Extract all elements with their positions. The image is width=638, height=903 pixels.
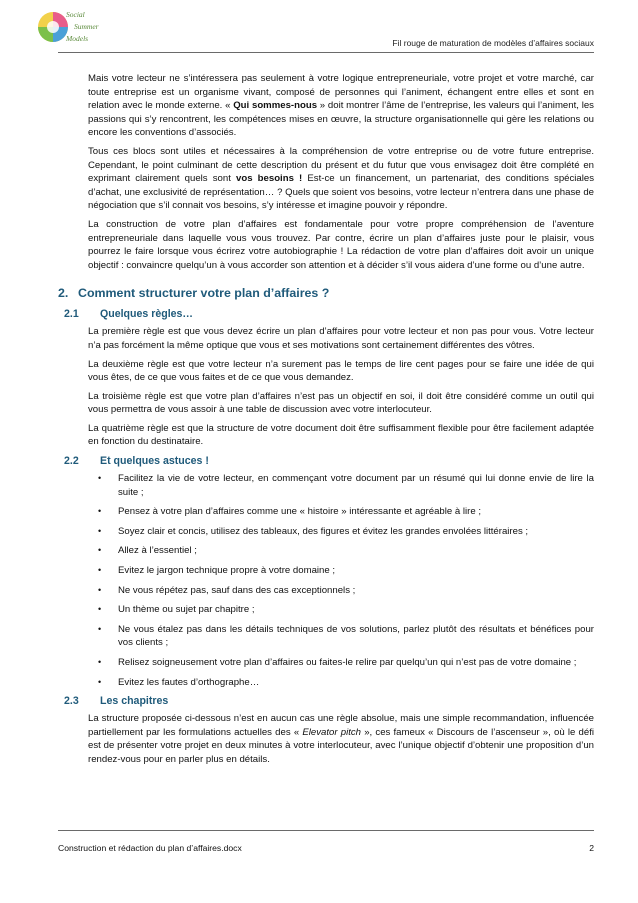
logo: [36, 10, 136, 54]
logo-text-3: Models: [66, 34, 89, 43]
bullet-icon: •: [98, 623, 102, 634]
list-item: [92, 603, 594, 617]
subsection-title: Les chapitres: [100, 695, 169, 708]
subsection-title: Et quelques astuces !: [100, 455, 209, 468]
tips-list: [92, 472, 594, 689]
logo-text-1: Social: [66, 10, 85, 19]
text-run: Ne vous étalez pas dans les détails techniques de vos solutions, parlez plutôt des résultats et bénéfices pour vos clients ;: [118, 623, 594, 649]
section-number: 2.: [58, 286, 69, 301]
text-run: Evitez les fautes d’orthographe…: [118, 676, 260, 688]
text-run: Allez à l’essentiel ;: [118, 545, 197, 557]
bullet-icon: •: [98, 657, 102, 667]
list-item: [92, 472, 594, 499]
logo-circle-icon: [36, 10, 70, 44]
text-run: » doit montrer l’âme de l’entreprise, les valeurs qui l’animent, les passions qui s’y rencontrent, les compétences mises en œuvre, la structure organisationnelle qui gère les relations ou encore les conventions d’associés.: [88, 100, 594, 139]
header-divider: [58, 52, 594, 53]
list-item: [92, 623, 594, 650]
subsection-heading-2-2: [64, 455, 594, 467]
list-item: [92, 525, 594, 539]
list-item: [92, 505, 594, 519]
list-item: [92, 584, 594, 598]
rule-paragraph-3: La troisième règle est que votre plan d’affaires n’est pas un objectif en soi, il doit être considéré comme un outil qui vous permettra de vous assoir à une table de discussion avec votre interlocuteur.: [88, 390, 594, 416]
subsection-heading-2-1: [64, 308, 594, 320]
text-run: Soyez clair et concis, utilisez des tableaux, des figures et évitez les grandes envolées littéraires ;: [118, 525, 529, 537]
text-run: Est-ce un financement, un partenariat, des conditions spéciales d’achat, une exclusivité de représentation… ? Quels que soient vos besoins, votre lecteur n’entrera dans une phase de négociation que s’il connait vos besoins, s’y intéresse et imagine pouvoir y répondre.: [88, 173, 595, 212]
subsection-number: 2.2: [64, 455, 79, 468]
intro-paragraph-1: [88, 72, 594, 140]
subsection-number: 2.1: [64, 308, 79, 321]
text-run: Evitez le jargon technique propre à votre domaine ;: [118, 565, 336, 577]
text-run: Mais votre lecteur ne s’intéressera pas seulement à votre logique entrepreneuriale, votre projet et votre marché, car toute entreprise est un organisme vivant, composé de personnes qui l’animent, échangent entre elles et sont en relation avec le monde externe. «: [88, 73, 594, 112]
rule-paragraph-1: La première règle est que vous devez écrire un plan d’affaires pour votre lecteur et non pas pour vous. Votre lecteur n’a pas forcément la même optique que vous et ses motivations sont certainement différentes des vôtres.: [88, 326, 594, 351]
page-number: 2: [589, 843, 594, 853]
running-title: Fil rouge de maturation de modèles d’affaires sociaux: [392, 38, 594, 48]
logo-text-2: Summer: [74, 22, 99, 31]
list-item: [92, 564, 594, 578]
intro-paragraph-3: [88, 218, 594, 272]
rule-paragraph-4: La quatrième règle est que la structure de votre document doit être suffisamment flexible pour être facilement adaptée en fonction du destinataire.: [88, 422, 594, 448]
chapters-paragraph: [88, 712, 594, 766]
bullet-icon: •: [98, 604, 102, 615]
subsection-heading-2-3: [64, 695, 594, 707]
list-item: [92, 656, 594, 670]
rule-paragraph-2: La deuxième règle est que votre lecteur n’a surement pas le temps de lire cent pages pour se faire une idée de qui vous êtes, de ce que vous faites et de ce que vous demandez.: [88, 358, 594, 384]
italic-text: Elevator pitch: [302, 726, 361, 738]
footer-divider: [58, 830, 594, 831]
subsection-number: 2.3: [64, 695, 79, 708]
text-run: La structure proposée ci-dessous n’est en aucun cas une règle absolue, mais une simple recommandation, influencée partiellement par les formulations actuelles des «: [88, 713, 594, 738]
bullet-icon: •: [98, 506, 102, 517]
list-item: [92, 544, 594, 558]
bullet-icon: •: [98, 545, 102, 556]
text-run: Pensez à votre plan d’affaires comme une « histoire » intéressante et agréable à lire ;: [118, 506, 481, 518]
list-item: [92, 676, 594, 690]
bullet-icon: •: [98, 584, 102, 595]
text-run: Un thème ou sujet par chapitre ;: [118, 604, 255, 616]
bullet-icon: •: [98, 473, 102, 484]
text-run: Tous ces blocs sont utiles et nécessaires à la compréhension de votre entreprise ou de votre future entreprise. Cependant, le point culminant de cette description du présent et du futur que vous envisagez doit être complété en exprimant clairement quels sont: [88, 145, 594, 185]
text-run: », ces fameux « Discours de l’ascenseur », où le défi est de présenter votre projet en deux minutes à votre interlocuteur, avec l’unique objectif d’obtenir une proposition d’un rendez-vous pour en parler plus en détails.: [88, 726, 594, 765]
page-content: [58, 72, 594, 772]
bullet-icon: •: [98, 565, 102, 576]
text-run: Relisez soigneusement votre plan d’affaires ou faites-le relire par quelqu’un qui n’est pas de votre domaine ;: [118, 657, 577, 668]
bullet-icon: •: [98, 525, 102, 536]
text-run: La construction de votre plan d’affaires est fondamentale pour votre propre compréhension de l’aventure entrepreneuriale dans laquelle vous vous trouvez. Par contre, écrire un plan d’affaires juste pour le plaisir, vous pourrez le faire lorsque vous écrirez votre autobiographie ! La rédaction de votre plan d’affaires doit avoir un unique objectif : convaincre quelqu’un à vous accorder son attention et à décider s’il vous aidera d’une forme ou d’une autre.: [88, 218, 594, 271]
section-heading-2: [58, 286, 594, 300]
subsection-title: Quelques règles…: [100, 308, 194, 321]
section-title: Comment structurer votre plan d’affaires ?: [78, 286, 330, 301]
footer-filename: Construction et rédaction du plan d’affaires.docx: [58, 843, 242, 853]
text-run: Facilitez la vie de votre lecteur, en commençant votre document par un résumé qui lui donne envie de lire la suite ;: [118, 473, 594, 498]
bold-text: vos besoins !: [236, 173, 303, 185]
bullet-icon: •: [98, 676, 102, 687]
text-run: Ne vous répétez pas, sauf dans des cas exceptionnels ;: [118, 584, 356, 596]
bold-text: Qui sommes-nous: [233, 100, 318, 112]
intro-paragraph-2: [88, 145, 594, 213]
